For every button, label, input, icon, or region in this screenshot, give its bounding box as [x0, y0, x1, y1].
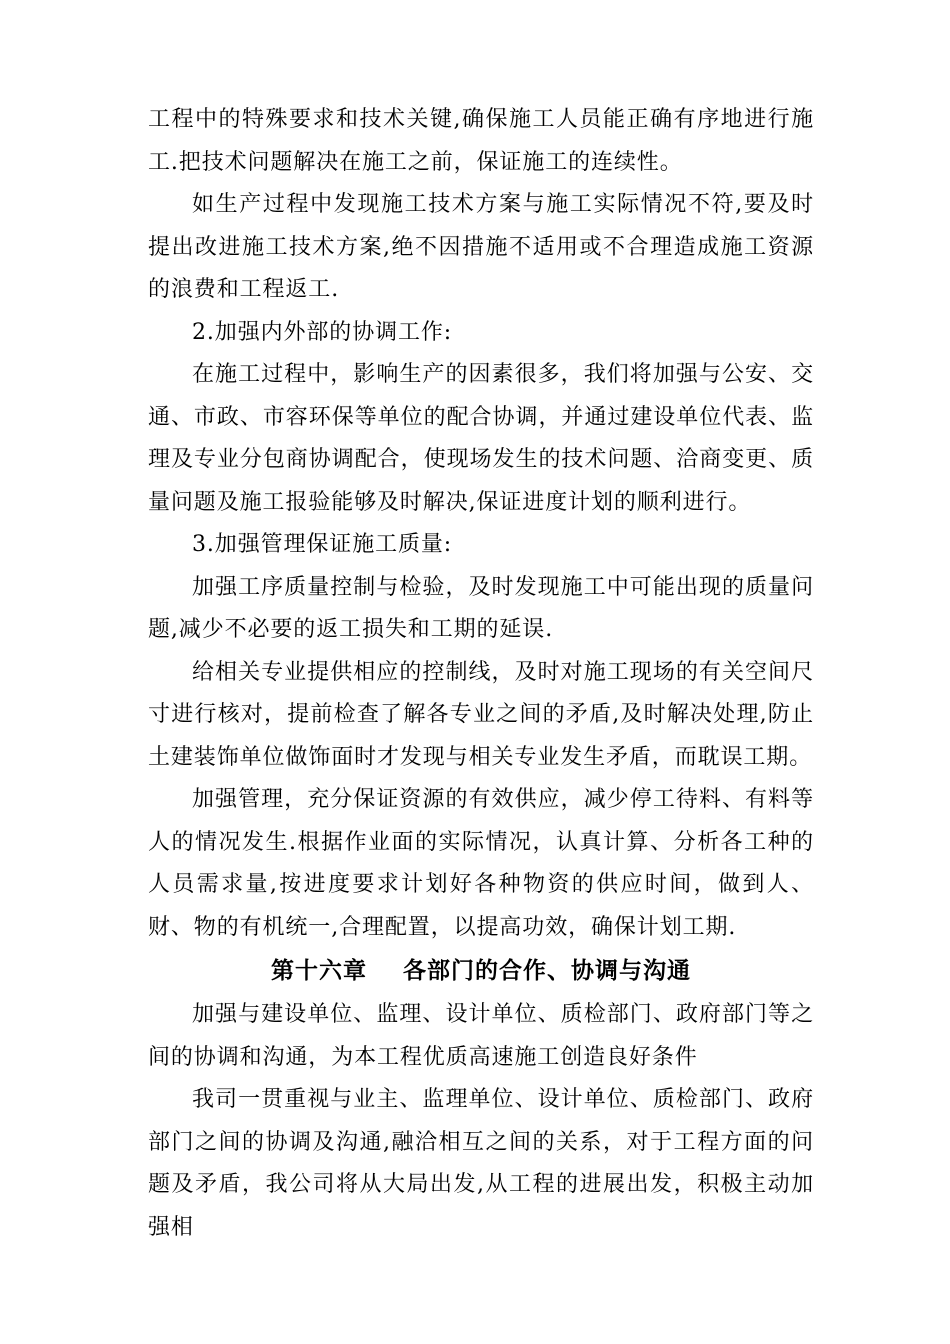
- paragraph: 加强与建设单位、监理、设计单位、质检部门、政府部门等之间的协调和沟通，为本工程优质高速施工创造良好条件: [148, 1002, 814, 1070]
- paragraph: 在施工过程中，影响生产的因素很多，我们将加强与公安、交通、市政、市容环保等单位的配合协调，并通过建设单位代表、监理及专业分包商协调配合，使现场发生的技术问题、洽商变更、质量问题及施工报验能够及时解决,保证进度计划的顺利进行。: [148, 362, 814, 515]
- paragraph: 加强工序质量控制与检验，及时发现施工中可能出现的质量问题,减少不必要的返工损失和工期的延误.: [148, 574, 814, 642]
- section-subheading: 3.加强管理保证施工质量:: [192, 532, 453, 557]
- paragraph-continuation: 工程中的特殊要求和技术关键,确保施工人员能正确有序地进行施工.把技术问题解决在施工之前，保证施工的连续性。: [148, 107, 814, 175]
- section-subheading: 2.加强内外部的协调工作:: [192, 319, 453, 345]
- document-body: [148, 99, 814, 1249]
- paragraph: 如生产过程中发现施工技术方案与施工实际情况不符,要及时提出改进施工技术方案,绝不因措施不适用或不合理造成施工资源的浪费和工程返工.: [148, 192, 814, 302]
- chapter-heading: 第十六章 各部门的合作、协调与沟通: [270, 958, 692, 984]
- paragraph: 加强管理，充分保证资源的有效供应，减少停工待料、有料等人的情况发生.根据作业面的实际情况，认真计算、分析各工种的人员需求量,按进度要求计划好各种物资的供应时间，做到人、财、物的有机统一,合理配置，以提高功效，确保计划工期.: [148, 787, 814, 940]
- paragraph: 给相关专业提供相应的控制线，及时对施工现场的有关空间尺寸进行核对，提前检查了解各专业之间的矛盾,及时解决处理,防止土建装饰单位做饰面时才发现与相关专业发生矛盾，而耽误工期。: [148, 659, 814, 770]
- paragraph: 我司一贯重视与业主、监理单位、设计单位、质检部门、政府部门之间的协调及沟通,融洽相互之间的关系，对于工程方面的问题及矛盾，我公司将从大局出发,从工程的进展出发，积极主动加强相: [148, 1087, 814, 1240]
